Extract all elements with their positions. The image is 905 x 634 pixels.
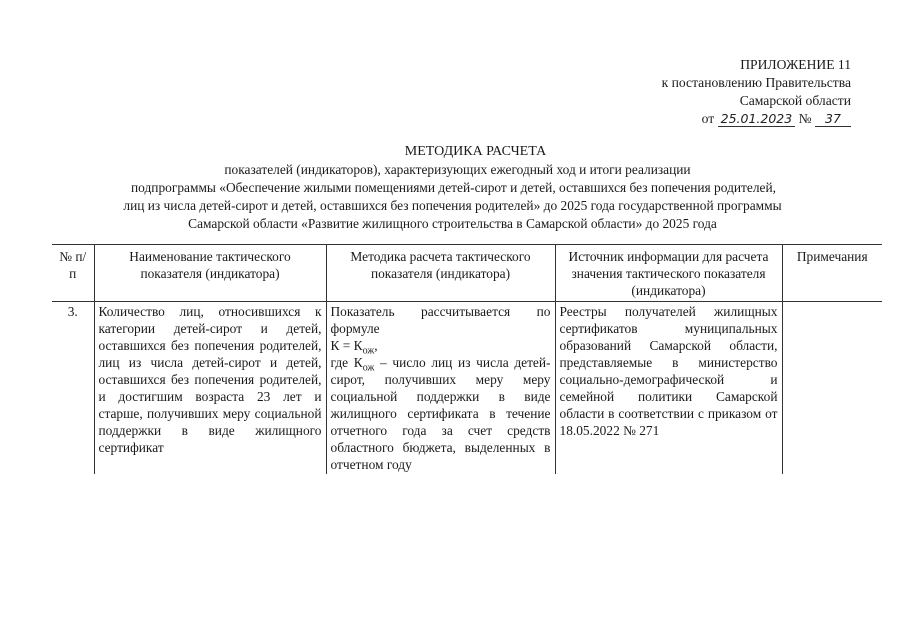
annex-line3: Самарской области — [739, 93, 851, 108]
table-header-row — [52, 245, 882, 302]
header-notes: Примечания — [782, 245, 882, 302]
method-where: где К — [330, 355, 363, 370]
cell-method — [326, 302, 555, 475]
cell-notes — [782, 302, 882, 475]
annex-date-line — [662, 110, 851, 128]
title-line-3: лиц из числа детей-сирот и детей, оставшихся без попечения родителей» до 2025 года государственной программы — [123, 198, 782, 213]
title-line-4: Самарской области «Развитие жилищного строительства в Самарской области» до 2025 года — [188, 216, 717, 231]
annex-number-label: № — [798, 111, 812, 126]
cell-name: Количество лиц, относившихся к категории детей-сирот и детей, оставшихся без попечения родителей, лиц из числа детей-сирот и детей, оставшихся без попечения родителей, и достигшим возраста 23 лет и старше, получивших меру социальной поддержки в виде жилищного сертификат — [94, 302, 326, 475]
header-name: Наименование тактического показателя (индикатора) — [94, 245, 326, 302]
title-line-2: подпрограммы «Обеспечение жилыми помещениями детей-сирот и детей, оставшихся без попечения родителей, — [131, 180, 776, 195]
header-source: Источник информации для расчета значения тактического показателя (индикатора) — [555, 245, 782, 302]
indicators-table-wrap — [52, 244, 882, 474]
method-intro: Показатель рассчитывается по формуле — [330, 304, 551, 336]
annex-number: 37 — [815, 112, 851, 127]
method-description: – число лиц из числа детей-сирот, получивших меру меру социальной поддержки в виде жилищного сертификата в течение отчетного года за счет средств областного бюджета, выделенных в отчетном году — [330, 355, 551, 472]
cell-source: Реестры получателей жилищных сертификатов муниципальных образований Самарской области, представляемые в министерство социально-демографической и семейной политики Самарской области в соответствии с приказом от 18.05.2022 № 271 — [555, 302, 782, 475]
annex-line2: к постановлению Правительства — [661, 75, 851, 90]
annex-title: ПРИЛОЖЕНИЕ 11 — [740, 57, 851, 72]
title-line-1: показателей (индикаторов), характеризующих ежегодный ход и итоги реализации — [224, 162, 691, 177]
table-row — [52, 302, 882, 475]
method-formula: $К = К_{ож}$, — [330, 338, 378, 357]
indicators-table — [52, 244, 882, 474]
header-method: Методика расчета тактического показателя (индикатора) — [326, 245, 555, 302]
method-where-sub: ож — [362, 362, 375, 374]
document-title — [0, 143, 905, 233]
annex-date: 25.01.2023 — [718, 112, 796, 127]
title-heading: МЕТОДИКА РАСЧЕТА — [404, 144, 547, 159]
annex-from-label: от — [701, 111, 715, 126]
annex-block — [662, 56, 851, 128]
cell-num: 3. — [52, 302, 94, 475]
header-num: № п/п — [52, 245, 94, 302]
